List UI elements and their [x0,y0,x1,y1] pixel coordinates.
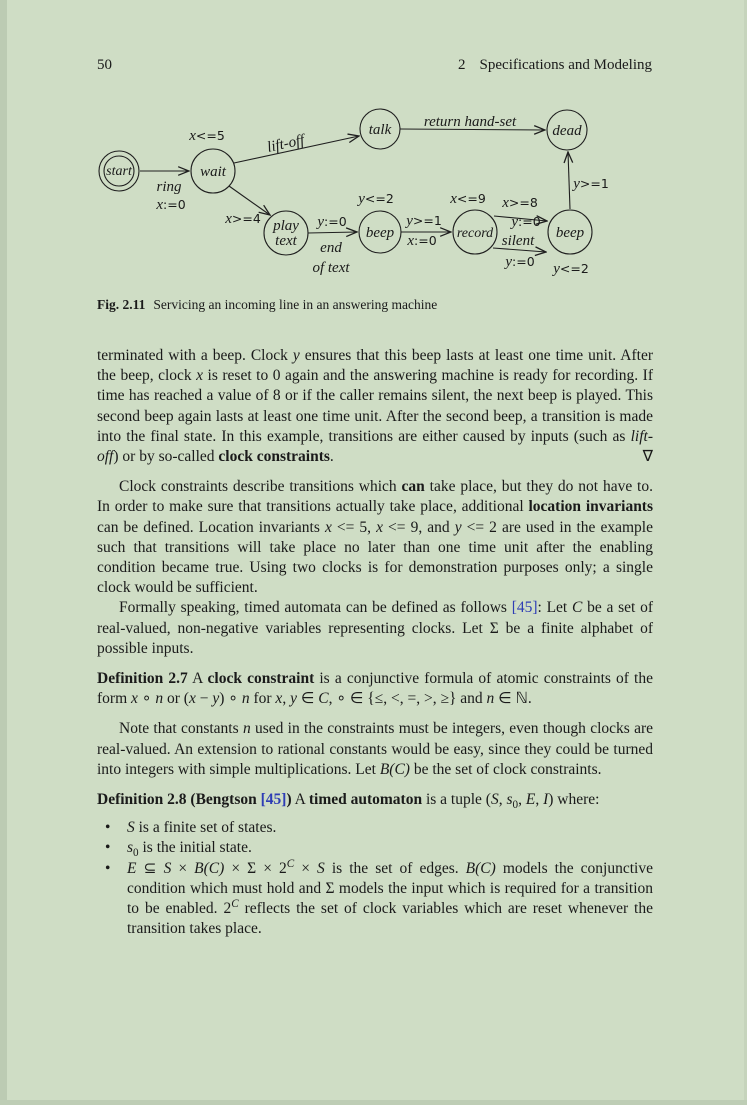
chapter-header [458,57,652,74]
figure-caption-label: Fig. 2.11 [97,297,146,312]
edge-beep2-dead [568,152,570,209]
state-dead [547,110,587,150]
page-left-edge [0,0,7,1105]
state-beep2-label: beep [555,225,585,241]
list-item [97,818,653,838]
guard-x4: x>=4 [225,211,261,227]
state-beep1 [359,211,401,253]
guard-y1: y>=1 [406,213,442,229]
paragraph-2: Clock constraints describe transitions which can take place, but they do not have to. In order to make sure that transitions actually take place, additional location invariants can be defined. Location invariants x <= 5, x <= 9, and y <= 2 are used in the example such that transitions will take place no later than one time unit after the enabling condition became true. Using two clocks is for demonstration purposes only; a single clock would be sufficient. [97,478,654,597]
state-talk [360,109,400,149]
state-beep1-label: beep [365,225,395,241]
state-talk-label: talk [368,122,392,138]
guard-y1-dead: y>=1 [573,176,609,192]
chapter-title: Specifications and Modeling [479,57,652,73]
invariant-record: x<=9 [450,191,486,207]
invariant-beep2: y<=2 [553,261,589,277]
timed-automaton-figure [88,95,662,293]
paragraph-note: Note that constants n used in the constraints must be integers, even though clocks are real-valued. An extension to rational constants would be easy, since they could be turned into integers with simple multiplications. Let B(C) be the set of clock constraints. [97,720,653,778]
reset-y-upper: y:=0 [511,214,541,230]
chapter-number: 2 [458,57,466,73]
invariant-wait: x<=5 [189,128,225,144]
bullet-icon: • [105,819,111,837]
bullet-text: $s_0$ is the initial state. [127,839,252,860]
figure-caption-text: Servicing an incoming line in an answering machine [153,297,438,312]
state-play-label-line2: text [275,233,297,249]
bullet-icon: • [105,839,111,857]
bullet-icon: • [105,859,111,877]
edge-playtext-beep1 [308,232,357,233]
definition-2-7: Definition 2.7 A clock constraint is a conjunctive formula of atomic constraints of the form x ∘ n or (x − y) ∘ n for x, y ∈ C, ∘ ∈ {≤, <, =, >, ≥} and n ∈ ℕ. [97,670,653,708]
reset-x-record: x:=0 [407,233,437,249]
event-return-hand-set: return hand-set [423,114,517,130]
state-record [453,210,497,254]
definition-2-8-bullets [97,818,653,939]
event-end-line1: end [320,240,342,256]
citation-link[interactable]: [45] [260,791,287,809]
citation-link[interactable]: [45] [511,599,538,617]
reset-y-play: y:=0 [317,214,347,230]
event-lift-off: lift-off [265,132,306,156]
event-end-line2: of text [312,260,350,276]
state-dead-label: dead [552,123,582,139]
event-silent: silent [501,233,535,249]
definition-2-8: Definition 2.8 (Bengtson [45]) A timed automaton is a tuple (S, $s_0$, E, I) where: [97,791,600,812]
state-play-text [264,211,308,255]
state-play-label-line1: play [273,218,299,234]
list-item [97,838,653,858]
figure-caption [97,297,652,313]
page-bottom-edge [0,1100,747,1105]
running-header [97,57,652,74]
state-beep2 [548,210,592,254]
body-text [97,346,653,939]
paragraph-3: Formally speaking, timed automata can be defined as follows [45]: Let C be a set of real-valued, non-negative variables representing clocks. Let Σ be a finite alphabet of possible inputs. [97,599,653,657]
invariant-beep1: y<=2 [358,191,394,207]
state-wait-label: wait [200,164,226,180]
paragraph-1: terminated with a beep. Clock y ensures that this beep lasts at least one time unit. After the beep, clock x is reset to 0 again and the answering machine is ready for recording. If time has reached a value of 8 or if the caller remains silent, the next beep is played. This second beep again lasts at least one time unit. After the second beep, a transition is made into the final state. In this example, transitions are either caused by inputs (such as lift-off) or by so-called clock constraints. ∇ [97,347,653,466]
state-start [99,151,139,191]
list-item [97,859,653,940]
bullet-text: S is a finite set of states. [127,819,277,837]
reset-y-lower: y:=0 [505,254,535,270]
reset-x-start: x:=0 [156,197,186,213]
state-wait [191,149,235,193]
state-start-label: start [106,164,132,179]
bullet-text: E ⊆ $S \times B(C) \times \Sigma \times 2^C \times S$ is the set of edges. B(C) models the conjunctive condition which must hold and Σ models the input which is required for a transition to be enabled. $2^C$ reflects the set of clock variables which are reset whenever the transition takes place. [127,857,653,938]
guard-x8: x>=8 [502,195,538,211]
state-record-label: record [456,226,494,241]
page-number: 50 [97,57,112,73]
event-ring: ring [156,179,182,195]
